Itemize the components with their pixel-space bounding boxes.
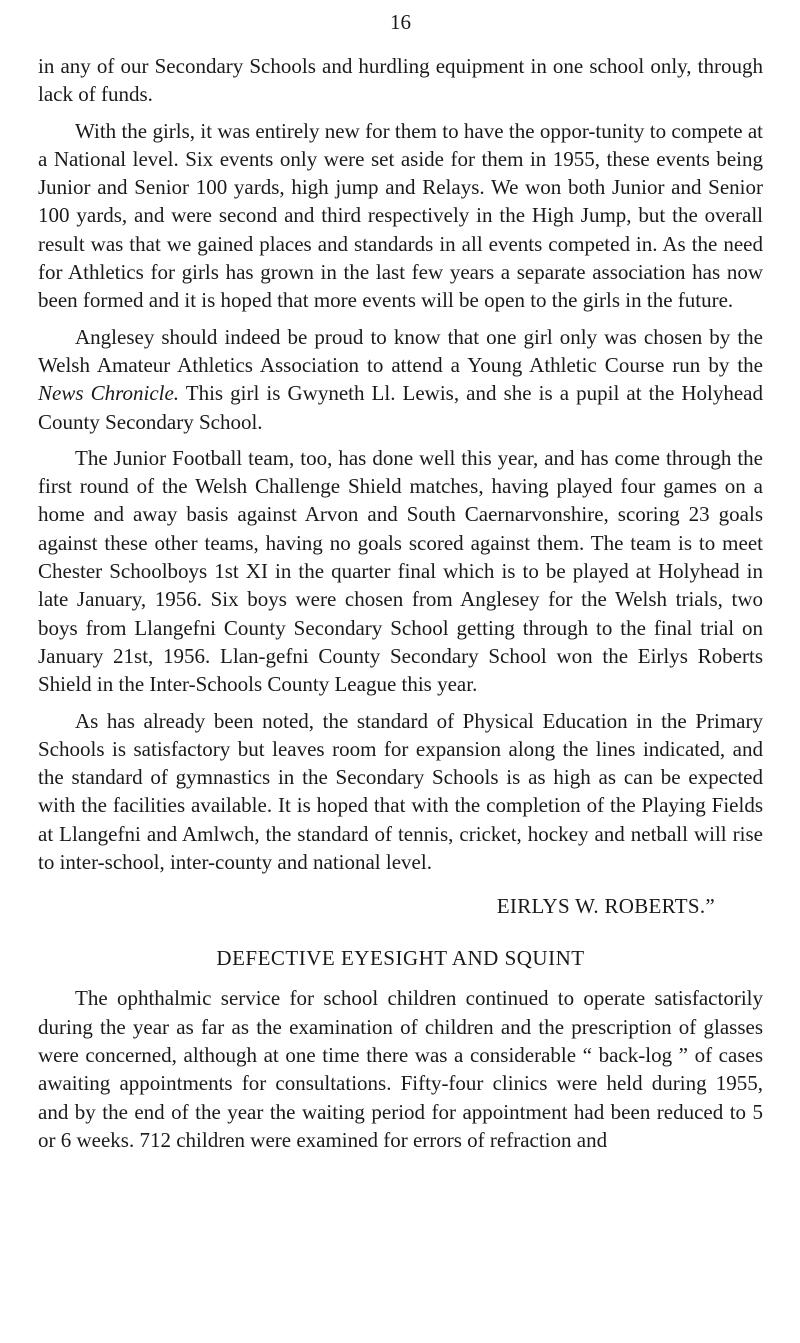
signature: EIRLYS W. ROBERTS.” <box>496 894 715 919</box>
page-number: 16 <box>390 10 411 34</box>
body-text <box>38 52 763 876</box>
paragraph-girls-athletics: With the girls, it was entirely new for them to have the oppor-tunity to compete at a National level. Six events only were set aside for them in 1955, these events being Junior and Senior 100 yards, high jump and Relays. We won both Junior and Senior 100 yards, and were second and third respectively in the High Jump, but the overall result was that we gained places and standards in all events competed in. As the need for Athletics for girls has grown in the last few years a separate association has now been formed and it is hoped that more events will be open to the girls in the future. <box>38 118 763 313</box>
newspaper-title: News Chronicle. <box>38 381 180 406</box>
section-heading: DEFECTIVE EYESIGHT AND SQUINT <box>216 946 585 971</box>
paragraph-text-after: This girl is Gwyneth Ll. Lewis, and she is a pupil at the Holyhead County Secondary School. <box>38 381 763 434</box>
paragraph-young-athletic-course <box>38 323 763 436</box>
paragraph-junior-football: The Junior Football team, too, has done well this year, and has come through the first round of the Welsh Challenge Shield matches, having played four games on a home and away basis against Arvon and South Caernarvonshire, scoring 23 goals against these other teams, having no goals scored against them. The team is to meet Chester Schoolboys 1st XI in the quarter final which is to be played at Holyhead in late January, 1956. Six boys were chosen from Anglesey for the Welsh trials, two boys from Llangefni County Secondary School getting through to the final trial on January 21st, 1956. Llan-gefni County Secondary School won the Eirlys Roberts Shield in the Inter-Schools County League this year. <box>38 445 763 697</box>
paragraph-physical-education: As has already been noted, the standard of Physical Education in the Primary Schools is satisfactory but leaves room for expansion along the lines indicated, and the standard of gymnastics in the Secondary Schools is as high as can be expected with the facilities available. It is hoped that with the completion of the Playing Fields at Llangefni and Amlwch, the standard of tennis, cricket, hockey and netball will rise to inter-school, inter-county and national level. <box>38 708 763 875</box>
paragraph-continued: in any of our Secondary Schools and hurdling equipment in one school only, through lack of funds. <box>38 54 763 107</box>
paragraph-text-before: Anglesey should indeed be proud to know that one girl only was chosen by the Welsh Amateur Athletics Association to attend a Young Athletic Course run by the <box>38 324 763 377</box>
paragraph-ophthalmic-service: The ophthalmic service for school children continued to operate satisfactorily during the year as far as the examination of children and the prescription of glasses were concerned, although at one time there was a considerable “ back-log ” of cases awaiting appointments for consultations. Fifty-four clinics were held during 1955, and by the end of the year the waiting period for appointment had been reduced to 5 or 6 weeks. 712 children were examined for errors of refraction and <box>38 986 763 1152</box>
section-body <box>38 984 763 1154</box>
